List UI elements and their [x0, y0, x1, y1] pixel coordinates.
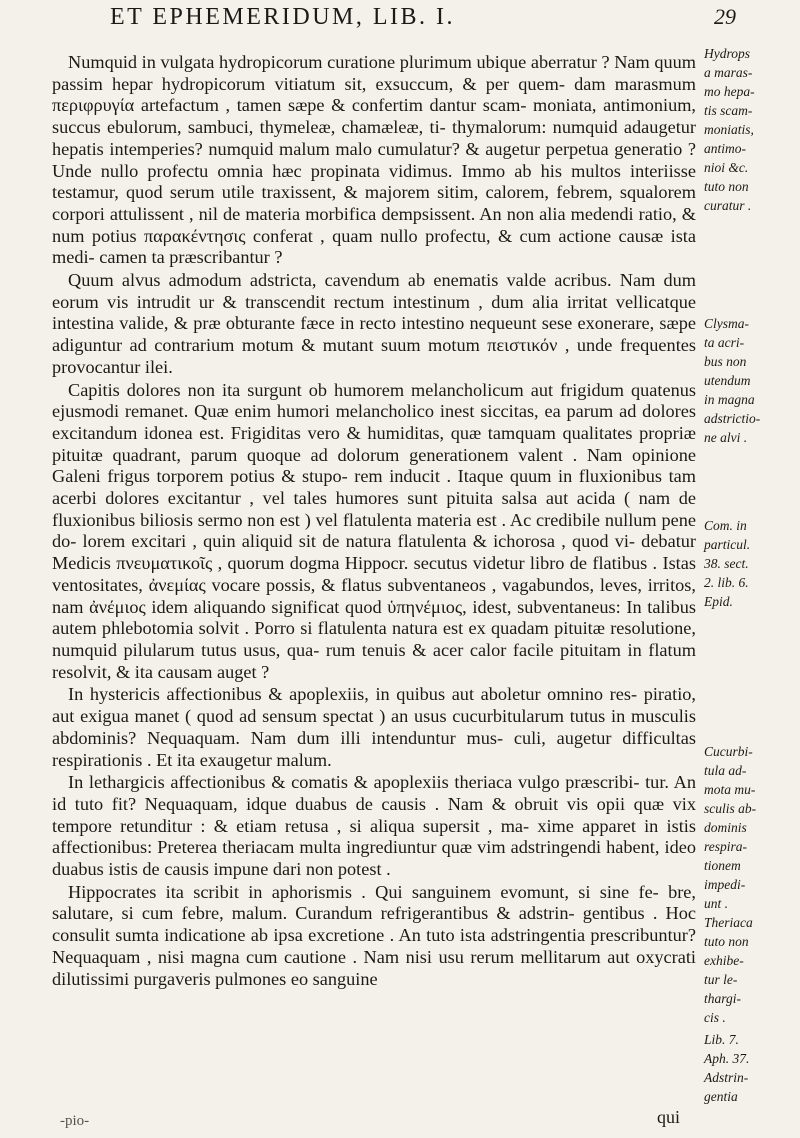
page-header — [60, 2, 780, 42]
paragraph-hydrops: Numquid in vulgata hydropicorum curatione plurimum ubique aberratur ? Nam quum passim hepar hydropicorum vitiatum sit, exsuccum, & per quem- dam marasmum περιφρυγία artefactum , tamen sæpe & confertim dantur scam- moniata, antimonium, succus ebulorum, sambuci, thymeleæ, chamæleæ, ti- thymalorum: numquid adaugetur hepatis intemperies? numquid malum malo cumulatur? & augetur perpetua generatio ? Unde nullo profectu omnia hæc propinata vidimus. Immo ab his multos interiisse testamur, quod serum utile traxissent, & majorem sitim, calorem, febrem, squalorem corpori attulissent , nil de materia morbifica dempsissent. An non alia medendi ratio, & num potius παρακέντησις conferat , quam nullo profectu, & cum actione causæ ista medi- camen ta præscribantur ? — [52, 52, 696, 268]
paragraph-hysterica: In hystericis affectionibus & apoplexiis, in quibus aut aboletur omnino res- piratio, aut exigua manet ( quod ad sensum spectat ) an usus cucurbitularum tutus in musculis abdominis? Nequaquam. Nam dum illi intenduntur mus- culi, augetur difficultas respirationis . Et ita exaugetur malum. — [52, 684, 696, 770]
margin-note-galen-reference: Com. in particul. 38. sect. 2. lib. 6. Epid. — [704, 518, 751, 609]
paragraph-theriaca: In lethargicis affectionibus & comatis & apoplexiis theriaca vulgo præscribi- tur. An id tuto fit? Nequaquam, idque duabus de causis . Nam & obruit vis opii quæ vix tempore retunditur : & etiam retusa , si aliqua supersit , ma- xime apparet in istis affectionibus: Preterea theriacam multa ingrediuntur quæ vim adstringendi habent, ideo duabus istis de causis impune dari non potest . — [52, 772, 696, 880]
footer-mark: -pio- — [60, 1113, 90, 1129]
margin-note-hydrops: Hydrops a maras- mo hepa- tis scam- moniatis, antimo- nioi &c. tuto non curatur . — [704, 46, 755, 213]
paragraph-clysmata: Quum alvus admodum adstricta, cavendum ab enematis valde acribus. Nam dum eorum vis intrudit ur & transcendit rectum intestinum , dum alia irritat vellicatque intestina valide, & præ obturante fæce in recto intestino nequeunt sese exonerare, sæpe adiguntur ad contrarium motum & mutant suum motum πειστικόν , unde frequentes provocantur ilei. — [52, 270, 696, 377]
margin-note-cucurbitula-theriaca: Cucurbi- tula ad- mota mu- sculis ab- dominis respira- tionem impedi- unt . Theriaca tuto non exhibe- tur le- thargi- cis . — [704, 744, 757, 1025]
main-text-column — [52, 52, 696, 990]
running-head: ET EPHEMERIDUM, LIB. I. — [110, 4, 456, 30]
margin-note-clysmata: Clysma- ta acri- bus non utendum in magna adstrictio- ne alvi . — [704, 316, 761, 445]
margin-note-aphorism-reference: Lib. 7. Aph. 37. Adstrin- gentia — [704, 1032, 750, 1104]
paragraph-hippocrates: Hippocrates ita scribit in aphorismis . Qui sanguinem evomunt, si sine fe- bre, salutare, si cum febre, malum. Curandum refrigerantibus & adstrin- gentibus . Hoc consulit sumta indicatione ab ipsa excretione . An tuto ista adstringentia prescribuntur? Nequaquam , nisi magna cum cautione . Nam nisi usu rerum mellitarum aut oxycrati dilutissimi purgaveris pulmones eo sanguine — [52, 881, 696, 989]
paragraph-capitis-dolores: Capitis dolores non ita surgunt ob humorem melancholicum aut frigidum quatenus ejusmodi remanet. Quæ enim humori melancholico inest siccitas, ea parum ad dolores excitandum idonea est. Frigiditas vero & humiditas, quæ tamquam qualitates propriæ pituitæ quadrant, parum quoque ad dolorum generationem valent . Nam opinione Galeni frigus torporem potius & stupo- rem inducit . Itaque quum in fluxionibus tam acerbi dolores excitantur , vel tales humores sunt pituita salsa aut acida ( nam de fluxionibus biliosis sermo non est ) vel flatulenta materia est . Ac credibile nullum pene do- lorem excitari , quin aliquid sit de natura flatulenta & ichorosa , quod vi- debatur Medicis πνευματικοῖς , quorum dogma Hippocr. secutus videtur libro de flatibus . Istas ventositates, ἀνεμίας vocare possis, & flatus subventaneos , vagabundos, leves, irritos, nam ἀνέμιος idem aliquando significat quod ὑπηνέμιος, idest, subventaneus: In talibus autem phlebotomia solvit . Porro si flatulenta natura est ex quadam pituitæ resolutione, numquid pilularum tutus usus, qua- rum tenuis & acer calor facile pituitam in flatum resolvit, & ita causam auget ? — [52, 379, 696, 682]
catchword: qui — [656, 1107, 680, 1127]
page-number: 29 — [714, 4, 736, 29]
